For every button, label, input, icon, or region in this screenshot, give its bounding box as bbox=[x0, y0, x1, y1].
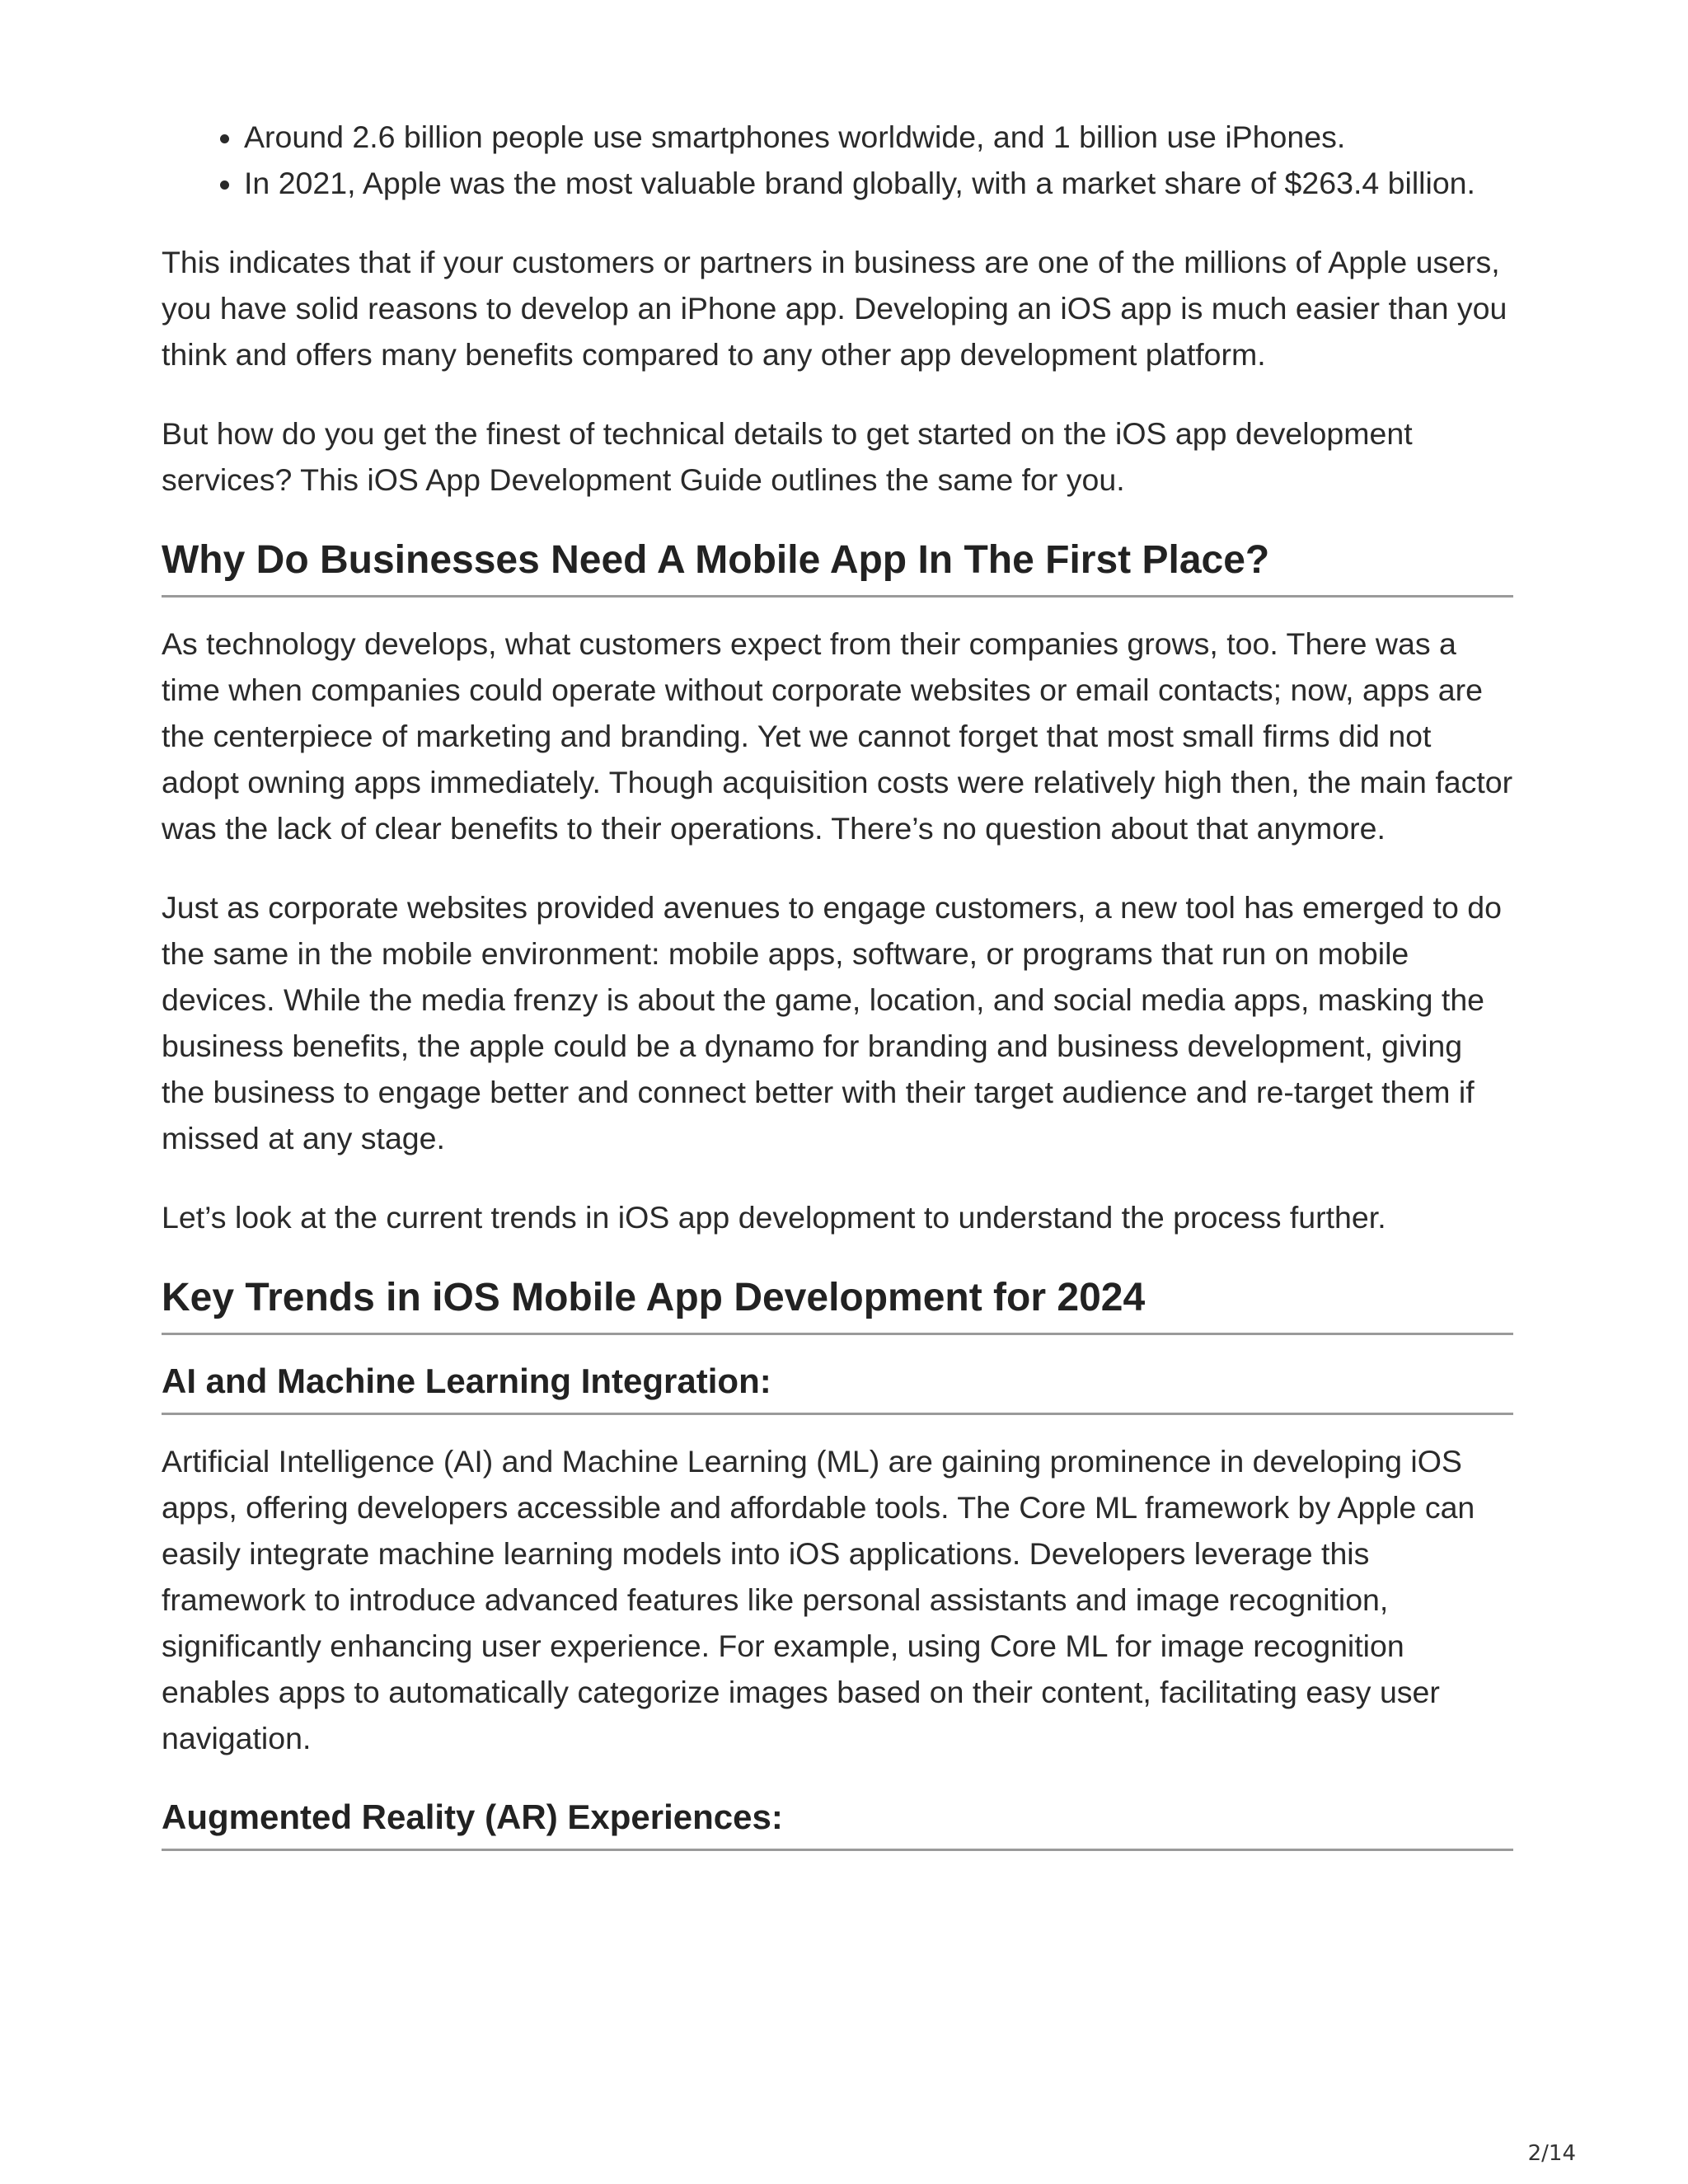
why-paragraph-3: Let’s look at the current trends in iOS app development to understand the process further. bbox=[162, 1200, 1386, 1235]
list-item: • In 2021, Apple was the most valuable brand globally, with a market share of $263.4 billion. bbox=[244, 160, 1513, 206]
section-heading-why: Why Do Businesses Need A Mobile App In The First Place? bbox=[162, 536, 1513, 598]
article-content bbox=[162, 114, 1513, 1874]
intro-paragraph-2: But how do you get the finest of technical details to get started on the iOS app development services? This iOS App Development Guide outlines the same for you. bbox=[162, 416, 1413, 497]
intro-paragraph-1: This indicates that if your customers or partners in business are one of the millions of Apple users, you have solid reasons to develop an iPhone app. Developing an iOS app is much easier than you think and offers many benefits compared to any other app development platform. bbox=[162, 245, 1507, 372]
ai-ml-paragraph: Artificial Intelligence (AI) and Machine Learning (ML) are gaining prominence in developing iOS apps, offering developers accessible and affordable tools. The Core ML framework by Apple can easily integrate machine learning models into iOS applications. Developers leverage this framework to introduce advanced features like personal assistants and image recognition, significantly enhancing user experience. For example, using Core ML for image recognition enables apps to automatically categorize images based on their content, facilitating easy user navigation. bbox=[162, 1444, 1475, 1755]
why-paragraph-2: Just as corporate websites provided avenues to engage customers, a new tool has emerged to do the same in the mobile environment: mobile apps, software, or programs that run on mobile devices. While the media frenzy is about the game, location, and social media apps, masking the business benefits, the apple could be a dynamo for branding and business development, giving the business to engage better and connect better with their target audience and re-target them if missed at any stage. bbox=[162, 890, 1502, 1155]
section-heading-trends: Key Trends in iOS Mobile App Development for 2024 bbox=[162, 1273, 1513, 1335]
list-item: • Around 2.6 billion people use smartphones worldwide, and 1 billion use iPhones. bbox=[244, 114, 1513, 160]
page-number: 2/14 bbox=[1527, 2141, 1576, 2166]
stats-bullet-list bbox=[162, 114, 1513, 206]
subheading-ai-ml: AI and Machine Learning Integration: bbox=[162, 1358, 1513, 1415]
subheading-ar: Augmented Reality (AR) Experiences: bbox=[162, 1794, 1513, 1851]
why-paragraph-1: As technology develops, what customers expect from their companies grows, too. There was a time when companies could operate without corporate websites or email contacts; now, apps are the centerpiece of marketing and branding. Yet we cannot forget that most small firms did not adopt owning apps immediately. Though acquisition costs were relatively high then, the main factor was the lack of clear benefits to their operations. There’s no question about that anymore. bbox=[162, 626, 1513, 846]
